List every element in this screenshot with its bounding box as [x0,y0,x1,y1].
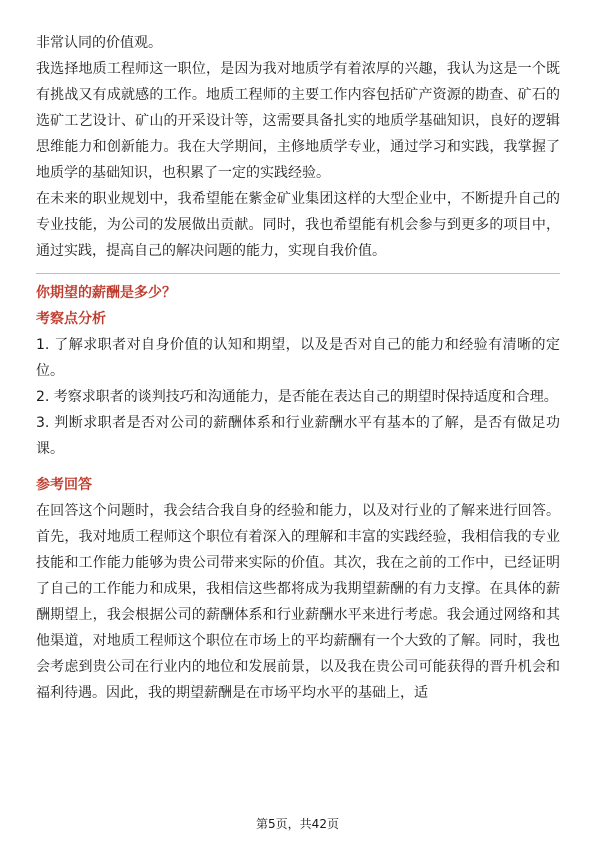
document-page [36,30,560,706]
question-title: 你期望的薪酬是多少？ [36,285,176,301]
answer-heading: 参考回答 [36,477,92,493]
analysis-item-3: 3. 判断求职者是否对公司的薪酬体系和行业薪酬水平有基本的了解，是否有做足功课。 [36,415,560,457]
section-divider [36,273,560,274]
paragraph-career-plan: 在未来的职业规划中，我希望能在紫金矿业集团这样的大型企业中，不断提升自己的专业技能，为公司的发展做出贡献。同时，我也希望能有机会参与到更多的项目中，通过实践，提高自己的解决问题的能力，实现自我价值。 [36,191,560,259]
paragraph-motivation: 我选择地质工程师这一职位，是因为我对地质学有着浓厚的兴趣，我认为这是一个既有挑战又有成就感的工作。地质工程师的主要工作内容包括矿产资源的勘查、矿石的选矿工艺设计、矿山的开采设计等，这需要具备扎实的地质学基础知识，良好的逻辑思维能力和创新能力。我在大学期间，主修地质学专业，通过学习和实践，我掌握了地质学的基础知识，也积累了一定的实践经验。 [36,61,560,181]
analysis-item-1: 1. 了解求职者对自身价值的认知和期望，以及是否对自己的能力和经验有清晰的定位。 [36,337,560,379]
previous-paragraph-tail: 非常认同的价值观。 [36,35,162,51]
analysis-item-2: 2. 考察求职者的谈判技巧和沟通能力，是否能在表达自己的期望时保持适度和合理。 [36,389,558,405]
page-number-footer: 第5页，共42页 [256,817,339,831]
answer-text: 在回答这个问题时，我会结合我自身的经验和能力，以及对行业的了解来进行回答。首先，我对地质工程师这个职位有着深入的理解和丰富的实践经验，我相信我的专业技能和工作能力能够为贵公司带来实际的价值。其次，我在之前的工作中，已经证明了自己的工作能力和成果，我相信这些都将成为我期望薪酬的有力支撑。在具体的薪酬期望上，我会根据公司的薪酬体系和行业薪酬水平来进行考虑。我会通过网络和其他渠道，对地质工程师这个职位在市场上的平均薪酬有一个大致的了解。同时，我也会考虑到贵公司在行业内的地位和发展前景，以及我在贵公司可能获得的晋升机会和福利待遇。因此，我的期望薪酬是在市场平均水平的基础上，适 [36,503,560,701]
analysis-heading: 考察点分析 [36,311,106,327]
